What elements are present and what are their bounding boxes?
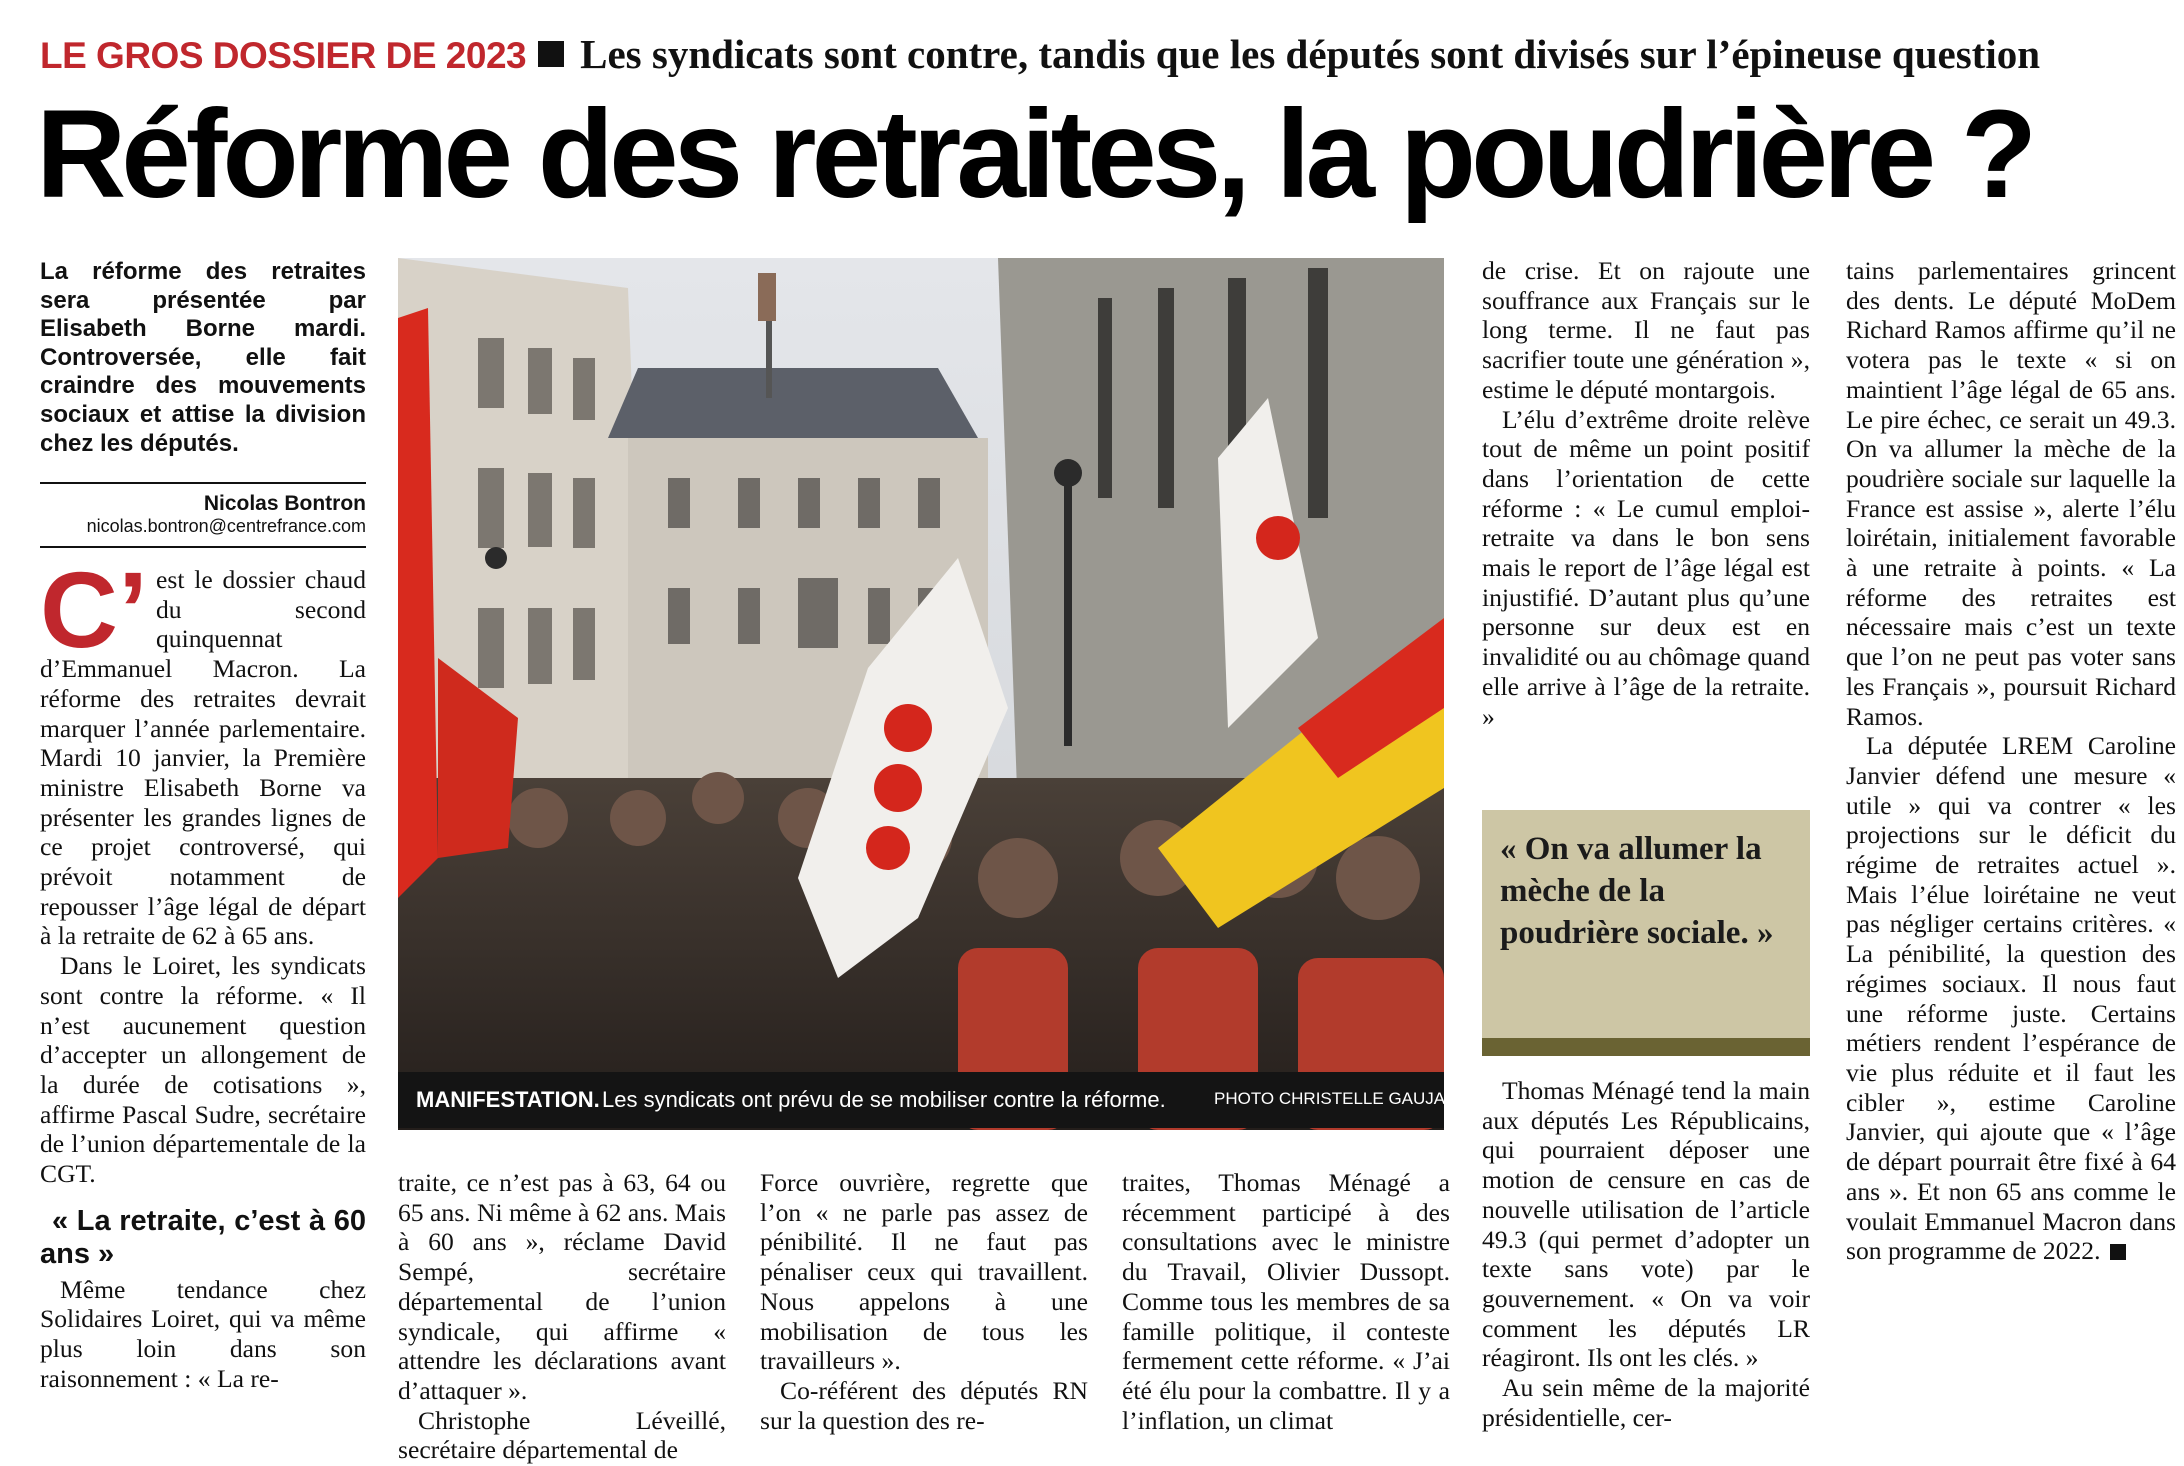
author-name: Nicolas Bontron <box>203 492 366 515</box>
section-kicker: LE GROS DOSSIER DE 2023 <box>40 35 527 76</box>
article-paragraph: Thomas Ménagé tend la main aux députés Les Républicains, qui pourraient déposer une motion de censure en cas de nouvelle utilisation de l’article 49.3 (qui permet d’adopter un texte sans vote) par le gouvernement. « On va voir comment les députés LR réagiront. Ils ont les clés. » <box>1482 1076 1810 1373</box>
article-paragraph: La députée LREM Caroline Janvier défend une mesure « utile » qui va contrer « les projections sur le déficit du régime de retraites actuel ». Mais l’élue loirétaine ne veut pas négliger certains critères. « La pénibilité, la question des régimes sociaux. Il nous faut une réforme juste. Certains métiers rendent l’espérance de vie plus réduite et il faut les cibler », estime Caroline Janvier, qui ajoute que « l’âge de départ pourrait être fixé à 64 ans ». Et non 65 ans comme le voulait Emmanuel Macron dans son programme de 2022. <box>1846 731 2176 1266</box>
article-paragraph: Même tendance chez Solidaires Loiret, qui va même plus loin dans son raisonnement : « La re- <box>40 1274 366 1393</box>
article-paragraph: L’élu d’extrême droite relève tout de même un point positif dans l’orientation de cette réforme : « Le cumul emploi-retraite va dans le bon sens mais le report de l’âge légal est injustifié. D’autant plus qu’une personne sur deux est en invalidité ou au chômage quand elle arrive à l’âge de la retraite. » <box>1482 404 1810 731</box>
lede: La réforme des retraites sera présentée par Elisabeth Borne mardi. Controversée, elle fait craindre des mouvements sociaux et attise la division chez les députés. <box>40 258 366 457</box>
article-paragraph: Force ouvrière, regrette que l’on « ne parle pas assez de pénibilité. Il ne faut pas pénaliser ceux qui travaillent. Nous appelons à une mobilisation de tous les travailleurs ». <box>760 1168 1088 1376</box>
article-paragraph: tains parlementaires grincent des dents. Le député MoDem Richard Ramos affirme qu’il ne votera pas le texte « si on maintient l’âge légal de 65 ans. Le pire échec, ce serait un 49.3. On va allumer la mèche de la poudrière sociale sur laquelle la France est assise », alerte l’élu loirétain, initialement favorable à une retraite à points. « La réforme des retraites est nécessaire mais c’est un texte que l’on ne peut pas voter sans les Français », poursuit Richard Ramos. <box>1846 256 2176 731</box>
article-paragraph: Dans le Loiret, les syndicats sont contre la réforme. « Il n’est aucunement question d’accepter un allongement de la durée de cotisations », affirme Pascal Sudre, secrétaire de l’union départementale de la CGT. <box>40 951 366 1189</box>
caption-label: MANIFESTATION. <box>416 1087 600 1112</box>
article-column-3 <box>760 1168 1088 1435</box>
news-photo <box>398 258 1444 1130</box>
end-mark-icon <box>2110 1244 2126 1260</box>
kicker-row <box>40 30 2040 78</box>
article-paragraph: traites, Thomas Ménagé a récemment participé à des consultations avec le ministre du Travail, Olivier Dussopt. Comme tous les membres de sa famille politique, il conteste fermement cette réforme. « J’ai été élu pour la combattre. Il y a l’inflation, un climat <box>1122 1168 1450 1435</box>
article-column-4 <box>1122 1168 1450 1435</box>
photo-credit: PHOTO CHRISTELLE GAUJARD <box>1214 1089 1470 1108</box>
article-column-5-bottom <box>1482 1076 1810 1432</box>
author-email: nicolas.bontron@centrefrance.com <box>86 516 366 536</box>
byline-divider-top <box>40 482 366 484</box>
article-column-6 <box>1846 256 2176 1266</box>
drop-cap: C’ <box>40 549 148 670</box>
article-paragraph: Co-référent des députés RN sur la question des re- <box>760 1375 1088 1435</box>
caption-text: Les syndicats ont prévu de se mobiliser contre la réforme. <box>602 1087 1166 1112</box>
photo-caption <box>398 1072 1470 1128</box>
article-column-2 <box>398 1168 726 1465</box>
article-column-1 <box>40 549 366 1394</box>
article-paragraph: Christophe Léveillé, secrétaire départemental de <box>398 1405 726 1465</box>
article-paragraph: C’ est le dossier chaud du second quinquennat d’Emmanuel Macron. La réforme des retraites devrait marquer l’année parlementaire. Mardi 10 janvier, la Première ministre Elisabeth Borne va présenter les grandes lignes de ce projet controversé, qui prévoit notamment de repousser l’âge légal de départ à la retraite de 62 à 65 ans. <box>40 549 366 951</box>
article-column-5-top <box>1482 256 1810 731</box>
protest-photo-illustration <box>398 258 1444 1130</box>
square-bullet-icon <box>538 41 564 67</box>
pull-quote: « On va allumer la mèche de la poudrière sociale. » <box>1500 831 1774 951</box>
byline-divider-bottom <box>40 546 366 548</box>
article-paragraph: traite, ce n’est pas à 63, 64 ou 65 ans. Ni même à 62 ans. Mais à 60 ans », réclame David Sempé, secrétaire départemental de l’union syndicale, qui affirme « attendre les déclarations avant d’attaquer ». <box>398 1168 726 1405</box>
headline: Réforme des retraites, la poudrière ? <box>36 85 2033 224</box>
article-paragraph: Au sein même de la majorité présidentielle, cer- <box>1482 1373 1810 1432</box>
kicker-subtitle: Les syndicats sont contre, tandis que les députés sont divisés sur l’épineuse question <box>580 31 2041 77</box>
article-paragraph: de crise. Et on rajoute une souffrance aux Français sur le long terme. Il ne faut pas sacrifier toute une génération », estime le député montargois. <box>1482 256 1810 404</box>
subheading: « La retraite, c’est à 60 ans » <box>40 1204 366 1270</box>
byline <box>40 492 366 537</box>
